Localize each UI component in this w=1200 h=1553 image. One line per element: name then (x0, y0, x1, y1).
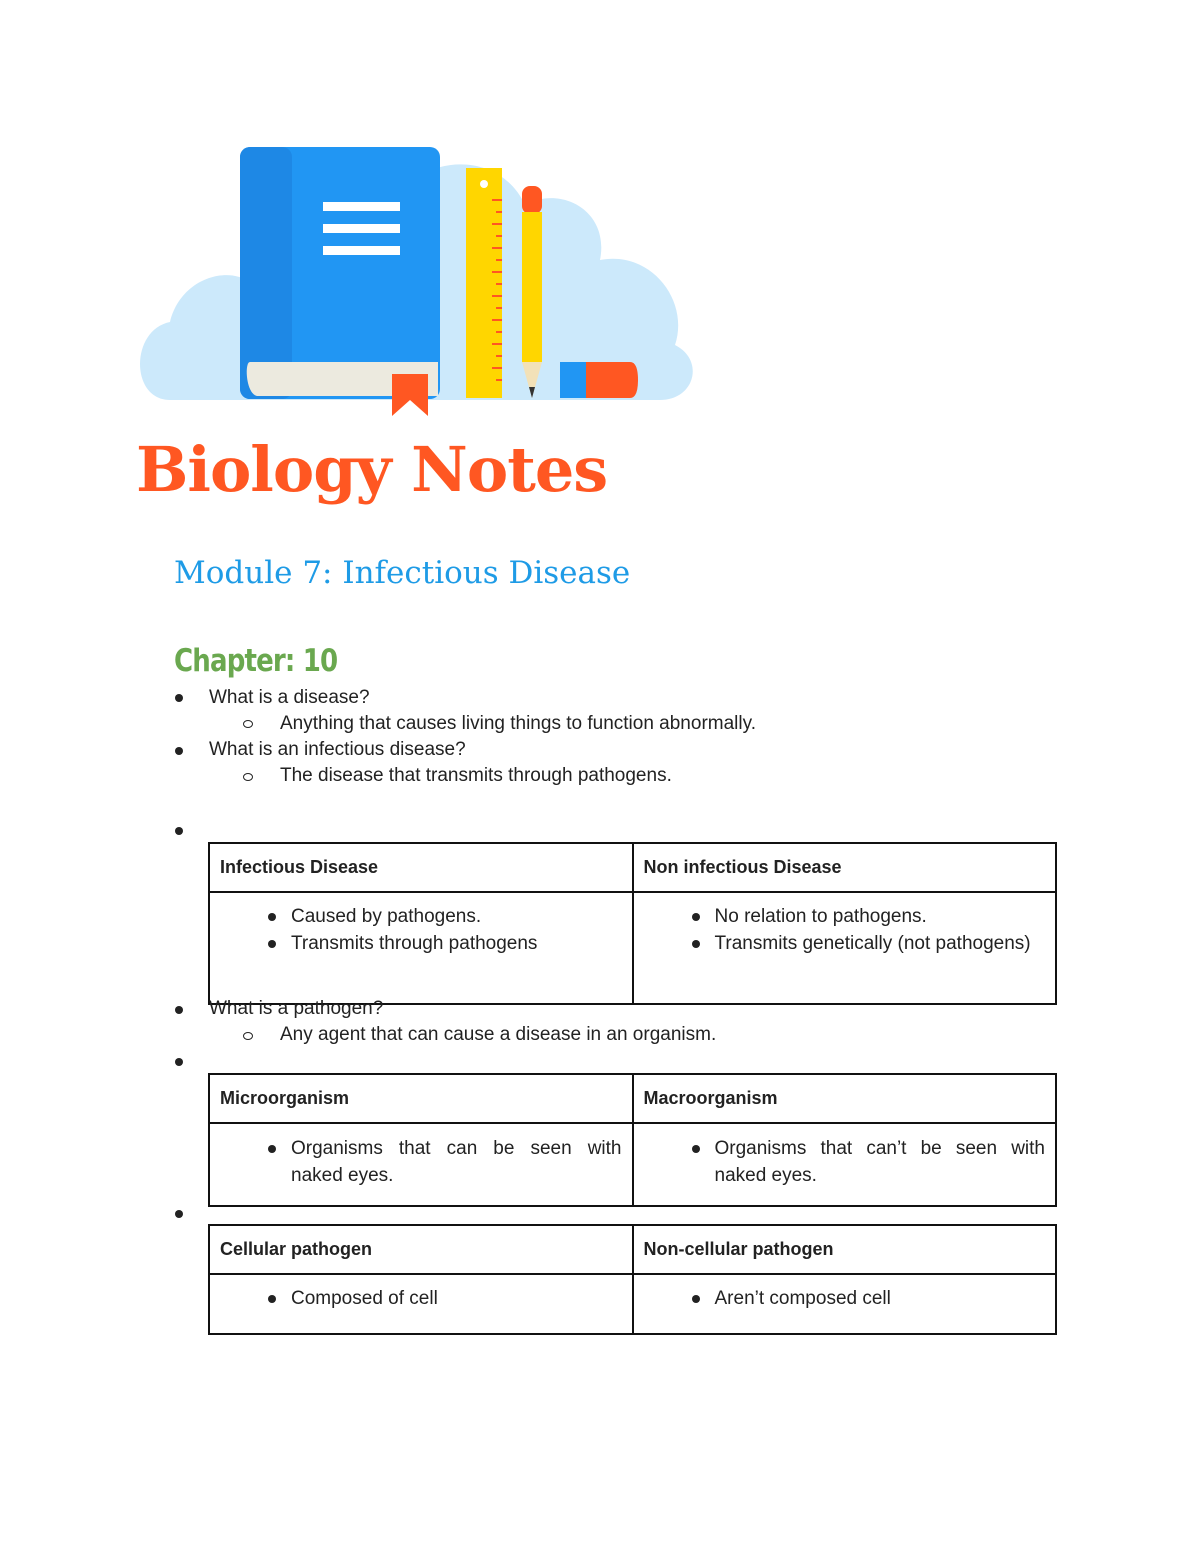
bullet-icon (692, 913, 700, 921)
bullet-icon (268, 1145, 276, 1153)
bullet-icon (175, 747, 183, 755)
bullet-icon (175, 1006, 183, 1014)
bullet-icon (175, 827, 183, 835)
bullet-icon (175, 1210, 183, 1218)
bullet-icon (692, 1145, 700, 1153)
list-item: Composed of cell (291, 1288, 438, 1309)
list-item: Caused by pathogens. (291, 906, 482, 927)
bullet-icon (268, 1295, 276, 1303)
list-item: The disease that transmits through pathogens. (280, 765, 672, 786)
comparison-table (208, 1224, 1057, 1335)
bookmark-icon (392, 374, 428, 416)
list-item: Transmits through pathogens (291, 933, 538, 954)
list-item: What is a disease? (209, 687, 370, 708)
table-header: Infectious Disease (209, 843, 633, 892)
bullet-icon (692, 940, 700, 948)
bullet-icon (268, 913, 276, 921)
table-header: Cellular pathogen (209, 1225, 633, 1274)
list-item: What is an infectious disease? (209, 739, 466, 760)
module-subtitle: Module 7: Infectious Disease (174, 555, 631, 591)
sub-bullet-icon (243, 773, 253, 781)
hero-illustration (130, 100, 700, 430)
table-header: Non-cellular pathogen (633, 1225, 1057, 1274)
bullet-icon (268, 940, 276, 948)
pencil-icon (522, 186, 542, 398)
bullet-icon (175, 1058, 183, 1066)
table-header: Microorganism (209, 1074, 633, 1123)
table-header: Non infectious Disease (633, 843, 1057, 892)
sub-bullet-icon (243, 1032, 253, 1040)
comparison-table (208, 842, 1057, 1005)
bullet-icon (692, 1295, 700, 1303)
eraser-icon (560, 362, 638, 398)
list-item: What is a pathogen? (209, 998, 384, 1019)
page-title: Biology Notes (136, 433, 608, 506)
list-item: Aren’t composed cell (714, 1288, 891, 1309)
bullet-icon (175, 694, 183, 702)
book-icon (240, 147, 440, 399)
list-item: Transmits genetically (not pathogens) (714, 933, 1031, 954)
list-item: Any agent that can cause a disease in an organism. (280, 1024, 717, 1045)
list-item: Organisms that can’t be seen with naked eyes. (714, 1138, 1045, 1186)
list-item: No relation to pathogens. (714, 906, 927, 927)
table-header: Macroorganism (633, 1074, 1057, 1123)
comparison-table (208, 1073, 1057, 1207)
list-item: Anything that causes living things to function abnormally. (280, 713, 756, 734)
chapter-heading: Chapter: 10 (174, 643, 338, 679)
ruler-icon (466, 168, 502, 398)
list-item: Organisms that can be seen with naked eyes. (291, 1138, 622, 1186)
sub-bullet-icon (243, 720, 253, 728)
